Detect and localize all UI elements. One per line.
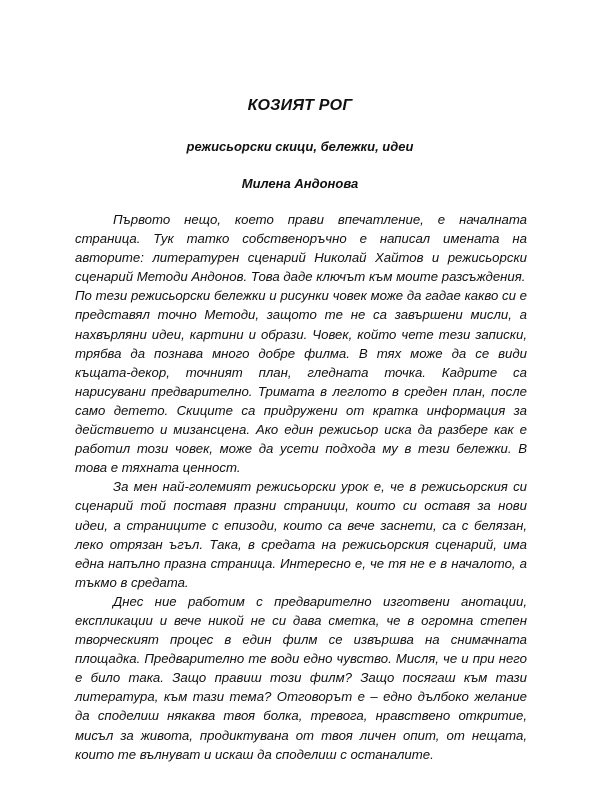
document-title: КОЗИЯТ РОГ [247,97,353,114]
document-body [75,210,527,764]
document-subtitle: режисьорски скици, бележки, идеи [186,139,414,154]
paragraph-4: Днес ние работим с предварително изготвени анотации, експликации и вече никой не си дава сметка, че в огромна степен творческият процес в един филм се извършва на снимачната площадка. Предварително те води едно чувство. Мисля, че и при него е било така. Защо правиш този филм? Защо посягаш към тази литература, към тази тема? Отговорът е – едно дълбоко желание да споделиш някаква твоя болка, тревога, нравствено откритие, мисъл за живота, продиктувана от твоя личен опит, от нещата, които те вълнуват и искаш да споделиш с останалите. [75,593,527,762]
paragraph-3: За мен най-големият режисьорски урок е, че в режисьорския си сценарий той поставя празни страници, които си оставя за нови идеи, а страниците с епизоди, които са вече заснети, са с белязан, леко отрязан ъгъл. Така, в средата на режисьорския сценарий, има една напълно празна страница. Интересно е, че тя не е в началото, а тъкмо в средата. [75,479,527,590]
author-name: Милена Андонова [241,176,359,191]
paragraph-2: По тези режисьорски бележки и рисунки човек може да гадае какво си е представял точно Методи, защото те не са завършени мисли, а нахвърляни идеи, картини и образи. Човек, който чете тези записки, трябва да познава много добре филма. В тях може да се види къщата-декор, точният план, гледната точка. Кадрите са нарисувани предварително. Тримата в леглото в среден план, после само детето. Скиците са придружени от кратка информация за действието и мизансцена. Ако един режисьор иска да разбере как е работил този човек, може да усети подхода му в тези бележки. В това е тяхната ценност. [75,288,527,476]
paragraph-1: Първото нещо, което прави впечатление, е началната страница. Тук татко собственоръчно е написал имената на авторите: литературен сценарий Николай Хайтов и режисьорски сценарий Методи Андонов. Това даде ключът към моите разсъждения. [75,212,527,285]
